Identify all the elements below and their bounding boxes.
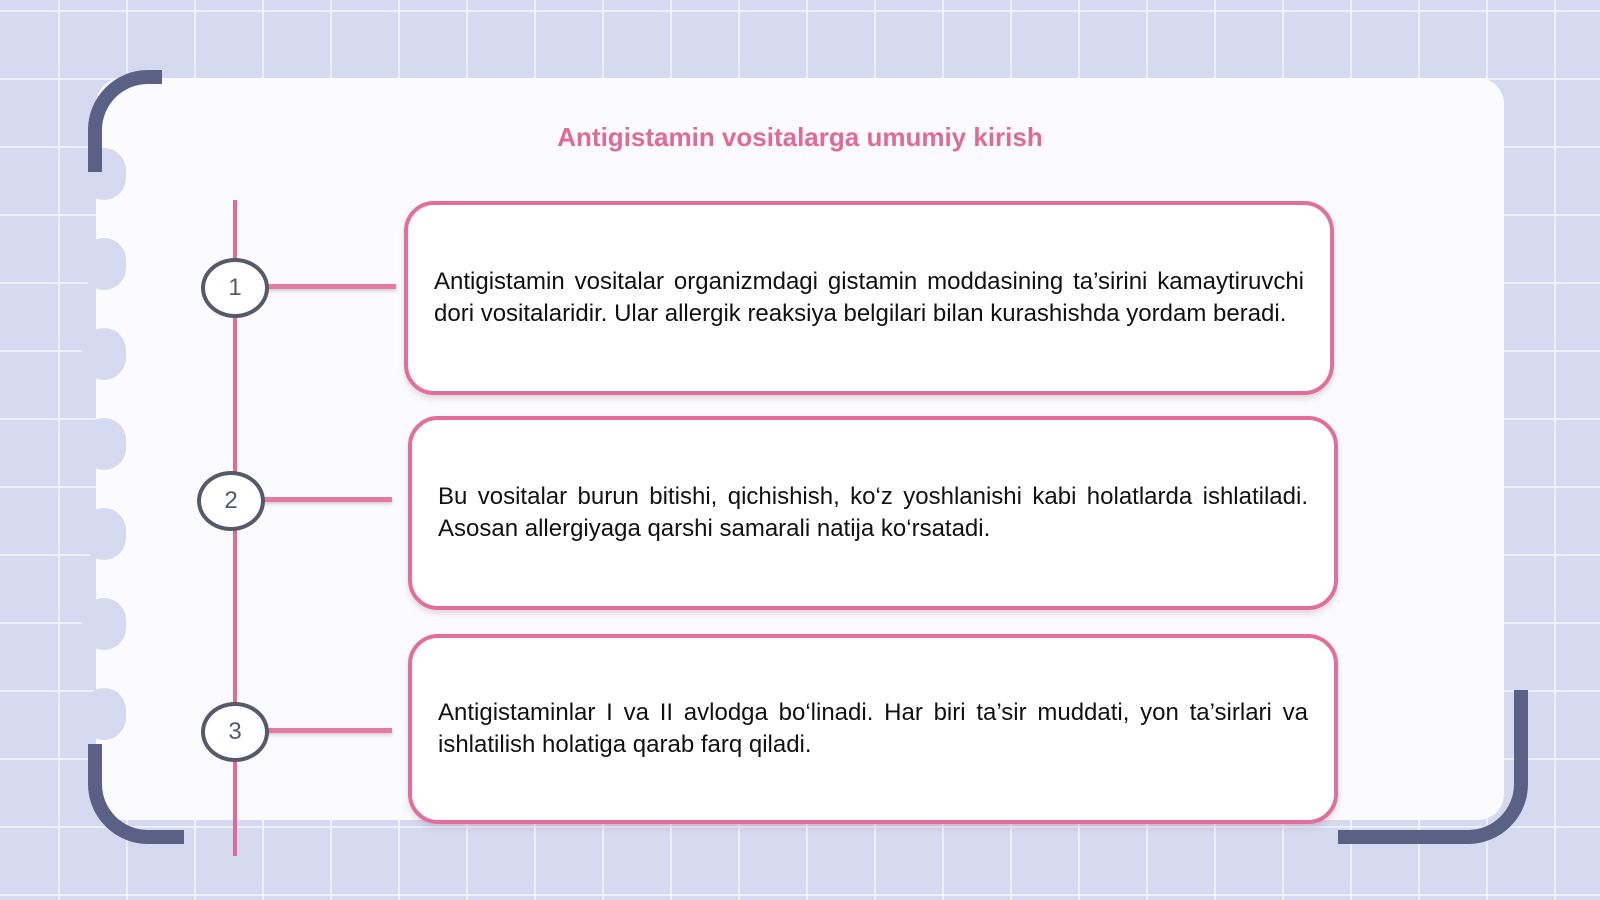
step-number-1: 1 — [201, 258, 269, 318]
timeline-connector — [266, 728, 392, 733]
card-notch — [82, 688, 126, 740]
corner-bracket-top-left — [88, 70, 162, 172]
corner-bracket-bottom-left — [88, 744, 184, 844]
step-box-1 — [404, 201, 1334, 395]
step-box-3 — [408, 634, 1338, 824]
timeline-connector — [262, 497, 392, 502]
card-notch — [82, 508, 126, 560]
card-notch — [82, 328, 126, 380]
step-text-2: Bu vositalar burun bitishi, qichishish, ko‘z yoshlanishi kabi holatlarda ishlatiladi. Asosan allergiyaga qarshi samarali natija ko‘rsatadi. — [438, 483, 1308, 542]
card-notch — [82, 598, 126, 650]
step-number-3: 3 — [201, 702, 269, 762]
timeline-connector — [266, 284, 396, 289]
step-text-3: Antigistaminlar I va II avlodga bo‘linadi. Har biri ta’sir muddati, yon ta’sirlari va ishlatilish holatiga qarab farq qiladi. — [438, 699, 1308, 758]
slide-title: Antigistamin vositalarga umumiy kirish — [557, 122, 1043, 152]
corner-bracket-bottom-right — [1338, 690, 1528, 844]
card-notch — [82, 418, 126, 470]
card-notch — [82, 238, 126, 290]
step-number-2: 2 — [197, 471, 265, 531]
step-text-1: Antigistamin vositalar organizmdagi gistamin moddasining ta’sirini kamaytiruvchi dori vositalaridir. Ular allergik reaksiya belgilari bilan kurashishda yordam beradi. — [434, 268, 1304, 327]
step-box-2 — [408, 416, 1338, 610]
